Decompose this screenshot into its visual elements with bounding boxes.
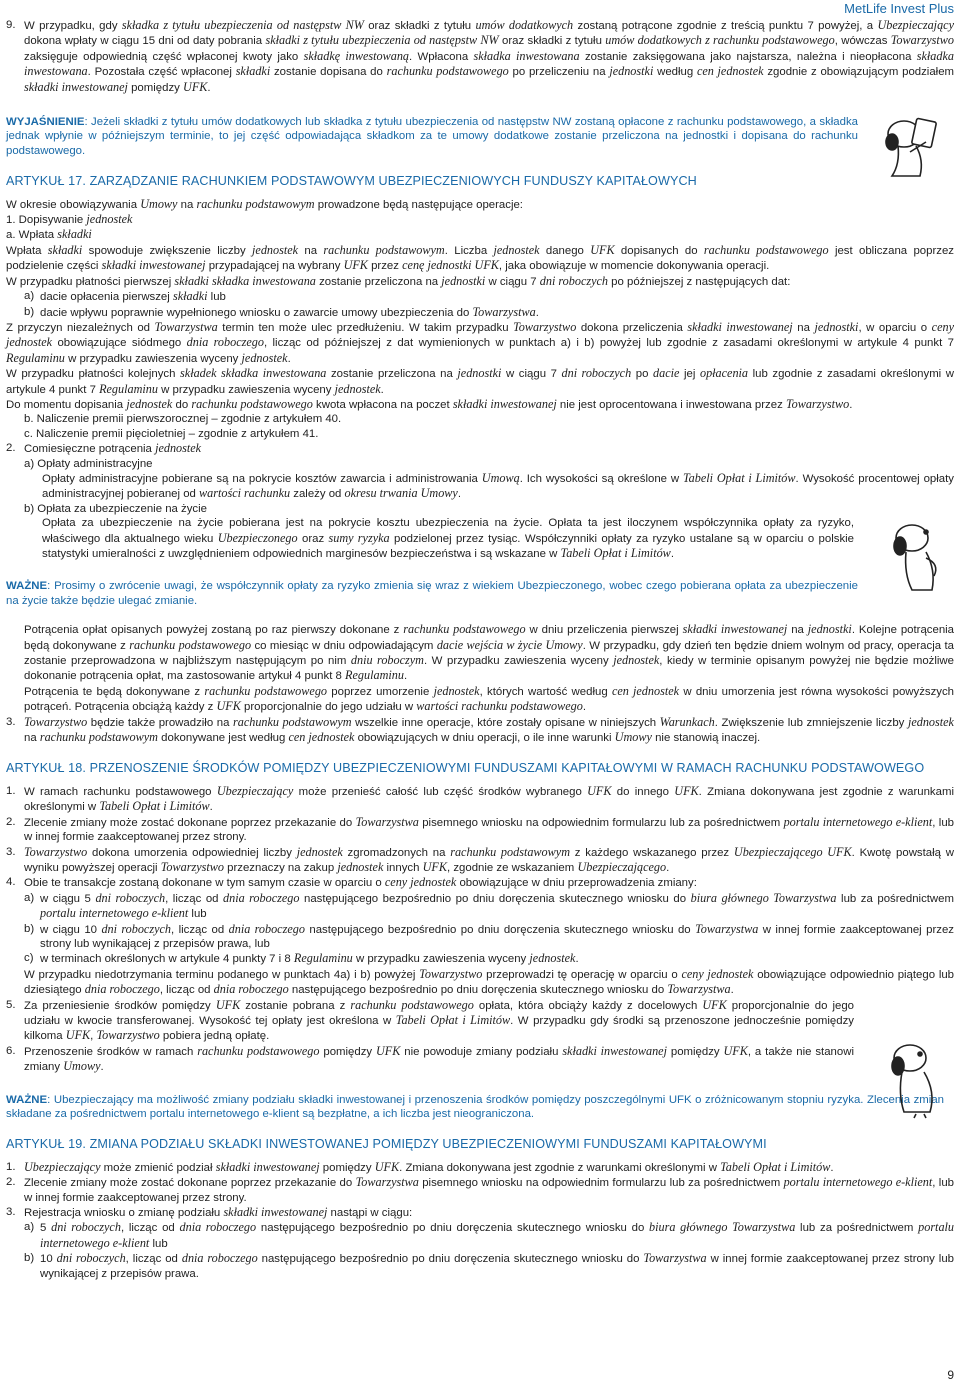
- item-text: w terminach określonych w artykule 4 punkty 7 i 8 Regulaminu w przypadku zawieszenia wyceny jednostek.: [40, 951, 579, 966]
- article-18-after4: W przypadku niedotrzymania terminu podanego w punktach 4a) i b) powyżej Towarzystwo przeprowadzi tę operację w oparciu o ceny jednostek obowiązujące odpowiednio piątego lub dziesiątego dnia roboczego, licząc od dnia roboczego następującego bezpośrednio po dniu doręczenia skutecznego wniosku do Towarzystwa.: [24, 966, 955, 997]
- note-label: WAŻNE: [6, 580, 48, 593]
- item-text: dacie opłacenia pierwszej składki lub: [40, 289, 226, 304]
- op-1a-title: a. Wpłata składki: [6, 227, 92, 242]
- item-text: w ciągu 5 dni roboczych, licząc od dnia roboczego następującego bezpośrednio po dniu doręczenia skutecznego wniosku do biura głównego Towarzystwa lub za pośrednictwem portalu internetowego e-klient lub: [40, 890, 954, 921]
- article-18-items: [6, 784, 954, 891]
- item-text: Zlecenie zmiany może zostać dokonane poprzez przekazanie do Towarzystwa pisemnego wniosku na odpowiednim formularzu lub za pośrednictwem portalu internetowego e-klient, lub w innej formie zaakceptowanej przez strony.: [24, 814, 955, 844]
- article-18-title: ARTYKUŁ 18. PRZENOSZENIE ŚRODKÓW POMIĘDZY UBEZPIECZENIOWYMI FUNDUSZAMI KAPITAŁOWYMI W RAMACH RACHUNKU PODSTAWOWEGO: [6, 761, 925, 776]
- item-number: 2.: [6, 815, 16, 828]
- item-number: a): [24, 891, 35, 904]
- list-item: [6, 875, 954, 890]
- op-1a-list: [6, 289, 954, 320]
- list-item: [6, 845, 954, 876]
- item-number: 1.: [6, 1160, 16, 1173]
- item-text: Zlecenie zmiany może zostać dokonane poprzez przekazanie do Towarzystwa pisemnego wniosku na odpowiednim formularzu lub za pośrednictwem portalu internetowego e-klient, lub w innej formie zaakceptowanej przez strony.: [24, 1175, 955, 1204]
- charges-body-1: Potrącenia opłat opisanych powyżej zostaną po raz pierwszy dokonane z rachunku podstawowego w dniu przeliczenia pierwszej składki inwestowanej na jednostki. Kolejne potrącenia będą dokonywane z rachunku podstawowego co miesiąc w dniu odpowiadającym dacie wejścia w życie Umowy. W przypadku, gdy dzień ten będzie dniem wolnym od pracy, operacja ta zostanie przeprowadzona w najbliższym następującym po nim dniu roboczym. W przypadku zawieszenia wyceny jednostek, kiedy w terminie opisanym powyżej nie będzie możliwe dokonanie potrącenia opłat, ma zastosowanie artykuł 4 punkt 8 Regulaminu.: [24, 622, 955, 683]
- list-item: [6, 1220, 954, 1251]
- explanation-note: [6, 115, 954, 158]
- item-text: 5 dni roboczych, licząc od dnia roboczego następującego bezpośrednio po dniu doręczenia skutecznego wniosku do biura głównego Towarzystwa lub za pośrednictwem portalu internetowego e-klient lub: [40, 1220, 955, 1250]
- item-number: 2.: [6, 1176, 16, 1189]
- item-text: 10 dni roboczych, licząc od dnia roboczego następującego bezpośrednio po dniu doręczenia skutecznego wniosku do Towarzystwa w innej formie zaakceptowanej przez strony lub wynikającej z przepisów prawa.: [40, 1251, 954, 1280]
- op-1b: b. Naliczenie premii pierwszorocznej – zgodnie z artykułem 40.: [24, 413, 342, 426]
- page-number: 9: [947, 1367, 954, 1382]
- brand-header: MetLife Invest Plus: [844, 1, 954, 16]
- op-1a-body: Wpłata składki spowoduje zwiększenie liczby jednostek na rachunku podstawowym. Liczba jednostek danego UFK dopisanych do rachunku podstawowego jest obliczana poprzez podzielenie części składki inwestowanej przypadającej na wybrany UFK przez cenę jednostki UFK, jaka obowiązuje w momencie dokonywania operacji.: [6, 242, 954, 273]
- item-number: b): [24, 1252, 35, 1265]
- article-17-title: ARTYKUŁ 17. ZARZĄDZANIE RACHUNKIEM PODSTAWOWYM UBEZPIECZENIOWYCH FUNDUSZY KAPITAŁOWYCH: [6, 174, 697, 189]
- note-text: : Jeżeli składki z tytułu umów dodatkowych lub składka z tytułu ubezpieczenia od następstw NW zostaną opłacone z rachunku podstawowego, a składka jednak wpłynie w późniejszym terminie, to jej część odpowiadająca składkom za te umowy dodatkowe zostanie przeliczona na jednostki i dopisana do rachunku podstawowego.: [6, 116, 858, 157]
- list-item: [6, 1251, 954, 1281]
- op-2b-body: Opłata za ubezpieczenie na życie pobierana jest na pokrycie kosztu ubezpieczenia na życie. Opłata ta jest iloczynem współczynnika opłaty za ryzyko, właściwego dla aktualnego wieku Ubezpieczonego oraz sumy ryzyka podzielonej przez tysiąc. Współczynniki opłaty za ryzyko ustalane są w oparciu o polskie statystyki umieralności z uwzględnieniem odpowiednich marginesów bezpieczeństwa i są wskazane w Tabeli Opłat i Limitów.: [42, 517, 855, 560]
- note-label: WYJAŚNIENIE: [6, 116, 85, 129]
- item-text: Ubezpieczający może zmienić podział składki inwestowanej pomiędzy UFK. Zmiana dokonywana jest zgodnie z warunkami określonymi w Tabeli Opłat i Limitów.: [24, 1159, 834, 1174]
- op-1c: c. Naliczenie premii pięcioletniej – zgodnie z artykułem 41.: [24, 427, 319, 440]
- item-number: 3.: [6, 845, 16, 858]
- list-item: [6, 1175, 954, 1205]
- list-item: [6, 289, 954, 304]
- list-item: [6, 891, 954, 922]
- snoopy-reading-icon: [870, 112, 954, 182]
- charges-body-2: Potrącenia te będą dokonywane z rachunku podstawowego poprzez umorzenie jednostek, których wartość według cen jednostek w dniu umorzenia jest równa wysokości powyższych potrąceń. Potrącenia obciążą każdy z UFK proporcjonalnie do jego udziału w wartości rachunku podstawowego.: [24, 683, 955, 714]
- item-number: b): [24, 922, 35, 935]
- important-note-2: [6, 1093, 954, 1122]
- op-2a-body: Opłaty administracyjne pobierane są na pokrycie kosztów zawarcia i administrowania Umową. Ich wysokości są określone w Tabeli Opłat i Limitów. Wysokość procentowej opłaty administracyjnej pobieranej od wartości rachunku zależy od okresu trwania Umowy.: [42, 470, 954, 501]
- item-number: a): [24, 290, 35, 303]
- list-item: [6, 305, 954, 320]
- list-item: [6, 951, 954, 966]
- item-text: W ramach rachunku podstawowego Ubezpieczający może przenieść całość lub część środków wybranego UFK do innego UFK. Zmiana dokonywana jest zgodnie z warunkami określonymi w Tabeli Opłat i Limitów.: [24, 783, 954, 814]
- op-1a-body3: Z przyczyn niezależnych od Towarzystwa termin ten może ulec przedłużeniu. W takim przypadku Towarzystwo dokona przeliczenia składki inwestowanej na jednostki, w oparciu o ceny jednostek obowiązujące siódmego dnia roboczego, licząc od późniejszej z dat wymienionych w punktach a) i b) powyżej lub zgodnie z zasadami określonymi w artykule 4 punkt 7 Regulaminu w przypadku zawieszenia wyceny jednostek.: [6, 319, 954, 365]
- item-text: Rejestracja wniosku o zmianę podziału składki inwestowanej nastąpi w ciągu:: [24, 1205, 413, 1220]
- op-1a-body5: Do momentu dopisania jednostek do rachunku podstawowego kwota wpłacona na poczet składki inwestowanej nie jest oprocentowana i inwestowana przez Towarzystwo.: [6, 396, 853, 411]
- note-text: : Ubezpieczający ma możliwość zmiany podziału składki inwestowanej i przenoszenia środków pomiędzy poszczególnymi UFK o zróżnicowanym stopniu ryzyka. Zlecenia zmian składane za pośrednictwem portalu internetowego e-klient są bezpłatne, a ich liczba jest nieograniczona.: [6, 1093, 944, 1120]
- op-3: [6, 715, 954, 746]
- item-number: 6.: [6, 1044, 16, 1057]
- snoopy-thinking-icon: [882, 518, 952, 598]
- list-item: [6, 1160, 954, 1175]
- op-2a-title: a) Opłaty administracyjne: [24, 457, 153, 470]
- item-number: a): [24, 1221, 35, 1234]
- op-1a-body4: W przypadku płatności kolejnych składek składka inwestowana zostanie przeliczona na jednostki w ciągu 7 dni roboczych po dacie jej opłacenia lub zgodnie z zasadami określonymi w artykule 4 punkt 7 Regulaminu w przypadku zawieszenia wyceny jednostek.: [6, 366, 955, 396]
- list-item: [6, 922, 954, 952]
- op-1a-body2: W przypadku płatności pierwszej składki składka inwestowana zostanie przeliczona na jednostki w ciągu 7 dni roboczych po późniejszej z następujących dat:: [6, 273, 791, 288]
- article-19-title: ARTYKUŁ 19. ZMIANA PODZIAŁU SKŁADKI INWESTOWANEJ POMIĘDZY UBEZPIECZENIOWYMI FUNDUSZAMI KAPITAŁOWYMI: [6, 1137, 767, 1152]
- item-text: W przypadku, gdy składka z tytułu ubezpieczenia od następstw NW oraz składki z tytułu umów dodatkowych zostaną potrącone zgodnie z treścią punktu 7 powyżej, a Ubezpieczający dokona wpłaty w ciągu 15 dni od daty pobrania składki z tytułu ubezpieczenia od następstw NW oraz składki z tytułu umów dodatkowych z rachunku podstawowego, wówczas Towarzystwo zaksięguje odpowiednią część wpłaconej kwoty jako składkę inwestowaną. Wpłacona składka inwestowana zostanie zaksięgowana jako najstarsza, należna i nieopłacona składka inwestowana. Pozostała część wpłaconej składki zostanie dopisana do rachunku podstawowego po przeliczeniu na jednostki według cen jednostek zgodnie z obowiązującym podziałem składki inwestowanej pomiędzy UFK.: [24, 18, 955, 94]
- op-2: [6, 441, 954, 456]
- item-number: b): [24, 305, 35, 318]
- list-item: [6, 1205, 954, 1220]
- snoopy-standing-icon: [880, 1040, 954, 1120]
- note-label: WAŻNE: [6, 1093, 48, 1106]
- list-item: [6, 815, 954, 845]
- op-2-title: Comiesięczne potrącenia jednostek: [24, 441, 202, 456]
- op-3-text: Towarzystwo będzie także prowadziło na rachunku podstawowym wszelkie inne operacje, które zostały opisane w niniejszych Warunkach. Zwiększenie lub zmniejszenie liczby jednostek na rachunku podstawowym dokonywane jest według cen jednostek obowiązujących w dniu operacji, o ile inne warunki Umowy nie stanowią inaczej.: [24, 714, 954, 745]
- op-2b-title: b) Opłata za ubezpieczenie na życie: [24, 502, 207, 515]
- article-17-intro: W okresie obowiązywania Umowy na rachunku podstawowym prowadzone będą następujące operacje:: [6, 196, 523, 211]
- item-text: w ciągu 10 dni roboczych, licząc od dnia roboczego następującego bezpośrednio po dniu doręczenia skutecznego wniosku do Towarzystwa w innej formie zaakceptowanej przez strony lub wynikającej z przepisów prawa, lub: [40, 921, 954, 950]
- item-number: 2.: [6, 442, 16, 455]
- article-18-sub4: [6, 891, 954, 967]
- item-text: dacie wpływu poprawnie wypełnionego wniosku o zawarcie umowy ubezpieczenia do Towarzystwa.: [40, 304, 539, 319]
- item-number: 4.: [6, 876, 16, 889]
- item-number: 5.: [6, 998, 16, 1011]
- article-18-items2: [6, 998, 954, 1075]
- item-number: 3.: [6, 715, 16, 728]
- list-item: [6, 784, 954, 815]
- item-9: [6, 18, 954, 95]
- item-number: 9.: [6, 19, 16, 31]
- list-item: [6, 1044, 854, 1075]
- article-19-sub3: [6, 1220, 954, 1281]
- item-number: 1.: [6, 784, 16, 797]
- op-1-title: 1. Dopisywanie jednostek: [6, 212, 133, 227]
- item-number: 3.: [6, 1206, 16, 1219]
- article-19-items: [6, 1160, 954, 1221]
- item-text: Za przeniesienie środków pomiędzy UFK zostanie pobrana z rachunku podstawowego opłata, która obciąży każdy z docelowych UFK proporcjonalnie do jego udziału w kwocie transferowanej. Wysokość tej opłaty jest określona w Tabeli Opłat i Limitów. W przypadku gdy środki są przenoszone jednocześnie pomiędzy kilkoma UFK, Towarzystwo pobiera jedną opłatę.: [24, 997, 855, 1043]
- item-text: Obie te transakcje zostaną dokonane w tym samym czasie w oparciu o ceny jednostek obowiązujące w dniu przeprowadzenia zmiany:: [24, 875, 697, 890]
- item-number: c): [24, 952, 34, 965]
- list-item: [6, 998, 854, 1044]
- note-text: : Prosimy o zwrócenie uwagi, że współczynnik opłaty za ryzyko zmienia się wraz z wiekiem Ubezpieczonego, wobec czego pobierana opłata za ubezpieczenie na życie także będzie ulegać zmianie.: [6, 580, 858, 607]
- document-page: [6, 18, 954, 1281]
- item-text: Przenoszenie środków w ramach rachunku podstawowego pomiędzy UFK nie powoduje zmiany podziału składki inwestowanej pomiędzy UFK, a także nie stanowi zmiany Umowy.: [24, 1043, 854, 1074]
- item-text: Towarzystwo dokona umorzenia odpowiedniej liczby jednostek zgromadzonych na rachunku podstawowym z każdego wskazanego przez Ubezpieczającego UFK. Kwotę powstałą w wyniku powyższej operacji Towarzystwo przeznaczy na zakup jednostek innych UFK, zgodnie ze wskazaniem Ubezpieczającego.: [24, 844, 955, 874]
- important-note-1: [6, 579, 954, 608]
